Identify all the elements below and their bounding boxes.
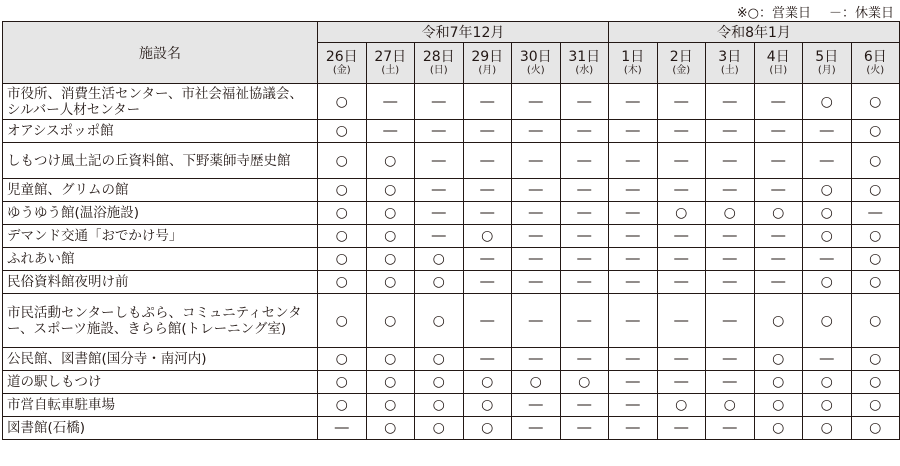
open-status-cell: ○ (851, 371, 900, 394)
closed-status-cell: ― (657, 179, 706, 202)
table-row (3, 248, 900, 271)
closed-status-cell: ― (609, 84, 658, 120)
closed-status-cell: ― (706, 417, 755, 440)
closed-status-cell: ― (560, 294, 609, 348)
open-status-cell: ○ (803, 371, 852, 394)
weekday-label: (月) (478, 65, 497, 76)
legend-closed: －：休業日 (828, 6, 894, 21)
closed-status-cell: ― (609, 394, 658, 417)
month-header: 令和7年12月 (318, 22, 609, 43)
open-status-cell: ○ (318, 248, 367, 271)
weekday-label: (水) (575, 65, 594, 76)
day-number: 31日 (568, 49, 601, 65)
closed-status-cell: ― (366, 84, 415, 120)
closed-status-cell: ― (609, 143, 658, 179)
open-status-cell: ○ (851, 179, 900, 202)
open-status-cell: ○ (754, 417, 803, 440)
facility-name: オアシスポッポ館 (3, 120, 318, 143)
open-status-cell: ○ (560, 371, 609, 394)
facility-name: 市民活動センターしもぷら、コミュニティセンター、スポーツ施設、きらら館(トレーニング室) (3, 294, 318, 348)
closed-status-cell: ― (560, 143, 609, 179)
open-status-cell: ○ (366, 371, 415, 394)
open-status-cell: ○ (415, 294, 464, 348)
closed-status-cell: ― (463, 348, 512, 371)
closed-status-cell: ― (560, 248, 609, 271)
closed-status-cell: ― (803, 248, 852, 271)
closed-status-cell: ― (609, 417, 658, 440)
closed-status-cell: ― (609, 371, 658, 394)
open-status-cell: ○ (754, 202, 803, 225)
weekday-label: (土) (720, 65, 739, 76)
day-number: 6日 (863, 49, 887, 65)
table-row (3, 394, 900, 417)
day-number: 29日 (471, 49, 504, 65)
closed-status-cell: ― (706, 179, 755, 202)
open-status-cell: ○ (754, 294, 803, 348)
open-status-cell: ○ (803, 202, 852, 225)
day-header (851, 43, 900, 84)
closed-status-cell: ― (560, 394, 609, 417)
facility-name: 市役所、消費生活センター、市社会福祉協議会、シルバー人材センター (3, 84, 318, 120)
day-header (512, 43, 561, 84)
table-body (3, 84, 900, 440)
open-status-cell: ○ (754, 371, 803, 394)
closed-status-cell: ― (463, 179, 512, 202)
closed-status-cell: ― (754, 271, 803, 294)
closed-status-cell: ― (415, 143, 464, 179)
open-status-cell: ○ (706, 202, 755, 225)
table-row (3, 143, 900, 179)
open-status-cell: ○ (851, 120, 900, 143)
closed-status-cell: ― (754, 84, 803, 120)
facility-name: 民俗資料館夜明け前 (3, 271, 318, 294)
open-status-cell: ○ (463, 225, 512, 248)
weekday-label: (火) (866, 65, 885, 76)
closed-status-cell: ― (754, 120, 803, 143)
open-status-cell: ○ (803, 225, 852, 248)
schedule-table (2, 21, 900, 440)
closed-status-cell: ― (754, 179, 803, 202)
closed-status-cell: ― (706, 248, 755, 271)
day-header (463, 43, 512, 84)
closed-status-cell: ― (754, 248, 803, 271)
closed-status-cell: ― (657, 225, 706, 248)
day-number: 1日 (621, 49, 645, 65)
closed-status-cell: ― (657, 348, 706, 371)
table-row (3, 371, 900, 394)
open-status-cell: ○ (318, 120, 367, 143)
open-status-cell: ○ (318, 271, 367, 294)
facility-name: 市営自転車駐車場 (3, 394, 318, 417)
open-status-cell: ○ (803, 271, 852, 294)
weekday-label: (土) (381, 65, 400, 76)
open-status-cell: ○ (415, 248, 464, 271)
day-number: 26日 (325, 49, 358, 65)
closed-status-cell: ― (512, 417, 561, 440)
legend-open: ※○：営業日 (736, 6, 811, 21)
table-row (3, 120, 900, 143)
open-status-cell: ○ (318, 371, 367, 394)
closed-status-cell: ― (463, 271, 512, 294)
closed-status-cell: ― (560, 225, 609, 248)
facility-name: デマンド交通「おでかけ号」 (3, 225, 318, 248)
closed-status-cell: ― (754, 225, 803, 248)
closed-status-cell: ― (560, 348, 609, 371)
closed-status-cell: ― (657, 143, 706, 179)
closed-status-cell: ― (560, 202, 609, 225)
closed-status-cell: ― (657, 84, 706, 120)
closed-status-cell: ― (415, 225, 464, 248)
weekday-label: (金) (332, 65, 351, 76)
legend (737, 2, 894, 21)
closed-status-cell: ― (706, 348, 755, 371)
closed-status-cell: ― (706, 120, 755, 143)
weekday-label: (木) (623, 65, 642, 76)
open-status-cell: ○ (318, 348, 367, 371)
closed-status-cell: ― (415, 120, 464, 143)
closed-status-cell: ― (560, 271, 609, 294)
open-status-cell: ○ (754, 348, 803, 371)
open-status-cell: ○ (463, 371, 512, 394)
closed-status-cell: ― (706, 84, 755, 120)
open-status-cell: ○ (318, 179, 367, 202)
open-status-cell: ○ (657, 202, 706, 225)
open-status-cell: ○ (803, 179, 852, 202)
open-status-cell: ○ (415, 348, 464, 371)
table-row (3, 417, 900, 440)
facility-name: 道の駅しもつけ (3, 371, 318, 394)
day-header (415, 43, 464, 84)
closed-status-cell: ― (754, 143, 803, 179)
open-status-cell: ○ (366, 179, 415, 202)
day-header (706, 43, 755, 84)
table-row (3, 179, 900, 202)
closed-status-cell: ― (706, 371, 755, 394)
day-header (609, 43, 658, 84)
table-row (3, 225, 900, 248)
open-status-cell: ○ (415, 371, 464, 394)
day-number: 27日 (374, 49, 407, 65)
open-status-cell: ○ (318, 202, 367, 225)
table-row (3, 84, 900, 120)
closed-status-cell: ― (609, 225, 658, 248)
month-header: 令和8年1月 (609, 22, 900, 43)
closed-status-cell: ― (706, 225, 755, 248)
closed-status-cell: ― (560, 179, 609, 202)
closed-status-cell: ― (609, 120, 658, 143)
closed-status-cell: ― (657, 294, 706, 348)
open-status-cell: ○ (366, 271, 415, 294)
closed-status-cell: ― (415, 84, 464, 120)
closed-status-cell: ― (512, 179, 561, 202)
open-status-cell: ○ (851, 417, 900, 440)
day-header (657, 43, 706, 84)
closed-status-cell: ― (609, 248, 658, 271)
open-status-cell: ○ (415, 271, 464, 294)
open-status-cell: ○ (463, 417, 512, 440)
closed-status-cell: ― (463, 202, 512, 225)
closed-status-cell: ― (463, 248, 512, 271)
open-status-cell: ○ (318, 225, 367, 248)
closed-status-cell: ― (512, 248, 561, 271)
weekday-label: (月) (817, 65, 836, 76)
open-status-cell: ○ (803, 417, 852, 440)
closed-status-cell: ― (366, 120, 415, 143)
open-status-cell: ○ (754, 394, 803, 417)
open-status-cell: ○ (851, 348, 900, 371)
open-status-cell: ○ (851, 248, 900, 271)
open-status-cell: ○ (657, 394, 706, 417)
weekday-label: (金) (672, 65, 691, 76)
day-number: 4日 (766, 49, 790, 65)
closed-status-cell: ― (609, 348, 658, 371)
open-status-cell: ○ (366, 417, 415, 440)
closed-status-cell: ― (512, 202, 561, 225)
open-status-cell: ○ (803, 294, 852, 348)
day-number: 5日 (815, 49, 839, 65)
closed-status-cell: ― (463, 120, 512, 143)
open-status-cell: ○ (512, 371, 561, 394)
day-number: 3日 (718, 49, 742, 65)
open-status-cell: ○ (366, 294, 415, 348)
open-status-cell: ○ (803, 84, 852, 120)
closed-status-cell: ― (609, 179, 658, 202)
open-status-cell: ○ (366, 348, 415, 371)
open-status-cell: ○ (851, 271, 900, 294)
closed-status-cell: ― (657, 271, 706, 294)
open-status-cell: ○ (318, 294, 367, 348)
day-header (803, 43, 852, 84)
table-row (3, 202, 900, 225)
open-status-cell: ○ (366, 248, 415, 271)
closed-status-cell: ― (657, 248, 706, 271)
day-number: 30日 (519, 49, 552, 65)
day-number: 2日 (669, 49, 693, 65)
closed-status-cell: ― (803, 120, 852, 143)
day-header (318, 43, 367, 84)
closed-status-cell: ― (851, 202, 900, 225)
closed-status-cell: ― (512, 84, 561, 120)
table-row (3, 348, 900, 371)
closed-status-cell: ― (512, 225, 561, 248)
open-status-cell: ○ (851, 225, 900, 248)
open-status-cell: ○ (851, 84, 900, 120)
closed-status-cell: ― (803, 348, 852, 371)
open-status-cell: ○ (366, 394, 415, 417)
table-row (3, 271, 900, 294)
open-status-cell: ○ (366, 143, 415, 179)
closed-status-cell: ― (657, 371, 706, 394)
open-status-cell: ○ (318, 84, 367, 120)
day-header (560, 43, 609, 84)
closed-status-cell: ― (415, 179, 464, 202)
facility-name: ふれあい館 (3, 248, 318, 271)
open-status-cell: ○ (318, 394, 367, 417)
weekday-label: (火) (526, 65, 545, 76)
open-status-cell: ○ (366, 202, 415, 225)
closed-status-cell: ― (609, 294, 658, 348)
open-status-cell: ○ (803, 394, 852, 417)
closed-status-cell: ― (803, 143, 852, 179)
closed-status-cell: ― (415, 202, 464, 225)
open-status-cell: ○ (851, 143, 900, 179)
closed-status-cell: ― (657, 120, 706, 143)
open-status-cell: ○ (415, 394, 464, 417)
closed-status-cell: ― (512, 294, 561, 348)
facility-name: 図書館(石橋) (3, 417, 318, 440)
closed-status-cell: ― (609, 202, 658, 225)
closed-status-cell: ― (512, 394, 561, 417)
closed-status-cell: ― (706, 294, 755, 348)
day-header (754, 43, 803, 84)
facility-name: しもつけ風土記の丘資料館、下野薬師寺歴史館 (3, 143, 318, 179)
day-header (366, 43, 415, 84)
day-number: 28日 (422, 49, 455, 65)
closed-status-cell: ― (560, 120, 609, 143)
closed-status-cell: ― (560, 417, 609, 440)
closed-status-cell: ― (706, 271, 755, 294)
closed-status-cell: ― (463, 143, 512, 179)
closed-status-cell: ― (609, 271, 658, 294)
open-status-cell: ○ (318, 143, 367, 179)
closed-status-cell: ― (512, 348, 561, 371)
open-status-cell: ○ (706, 394, 755, 417)
closed-status-cell: ― (463, 294, 512, 348)
closed-status-cell: ― (512, 120, 561, 143)
weekday-label: (日) (429, 65, 448, 76)
facility-name: 公民館、図書館(国分寺・南河内) (3, 348, 318, 371)
table-header (3, 22, 900, 84)
closed-status-cell: ― (318, 417, 367, 440)
closed-status-cell: ― (463, 84, 512, 120)
open-status-cell: ○ (851, 394, 900, 417)
weekday-label: (日) (769, 65, 788, 76)
facility-name: ゆうゆう館(温浴施設) (3, 202, 318, 225)
open-status-cell: ○ (366, 225, 415, 248)
open-status-cell: ○ (851, 294, 900, 348)
open-status-cell: ○ (463, 394, 512, 417)
facility-name: 児童館、グリムの館 (3, 179, 318, 202)
facility-column-header: 施設名 (3, 22, 318, 84)
closed-status-cell: ― (706, 143, 755, 179)
open-status-cell: ○ (415, 417, 464, 440)
closed-status-cell: ― (512, 143, 561, 179)
closed-status-cell: ― (657, 417, 706, 440)
table-row (3, 294, 900, 348)
closed-status-cell: ― (512, 271, 561, 294)
closed-status-cell: ― (560, 84, 609, 120)
